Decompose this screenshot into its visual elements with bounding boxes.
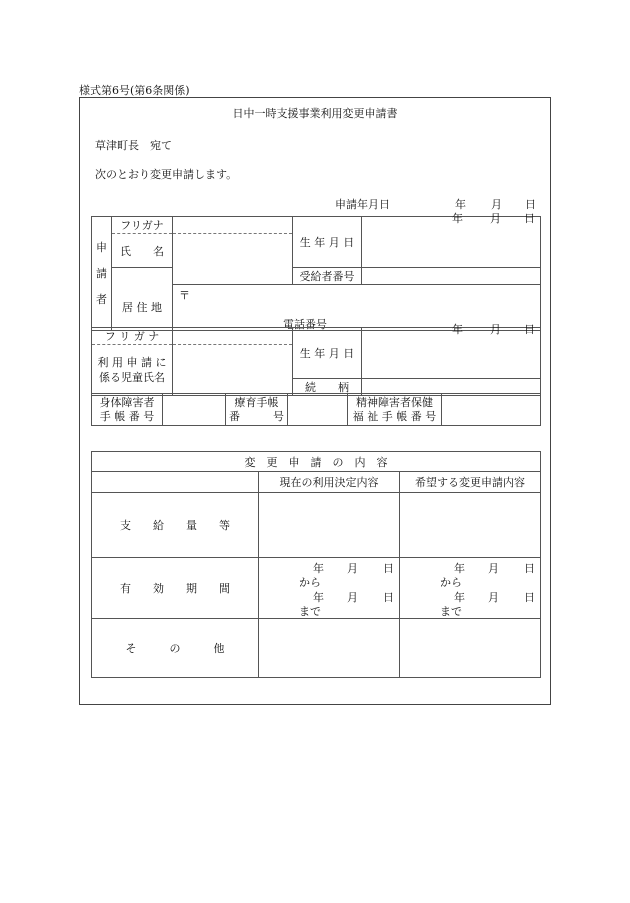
page-title: 日中一時支援事業利用変更申請書 (232, 107, 398, 120)
postal-mark: 〒 (179, 289, 190, 302)
physical-handbook-field[interactable] (163, 394, 226, 426)
applicant-furigana-field[interactable] (173, 217, 293, 234)
row-supply-label: 支 給 量 等 (92, 493, 259, 558)
address-field[interactable] (173, 285, 541, 331)
ryoiku-handbook-label: 療育手帳 番 号 (226, 394, 288, 426)
period-current-field[interactable]: 年 月 日 から 年 月 日 まで (259, 558, 400, 619)
application-date-day: 日 (525, 198, 536, 211)
child-birth-field[interactable]: 年 月 日 (362, 328, 541, 379)
child-name-label: 利 用 申 請 に 係る児童氏名 (92, 345, 173, 396)
period-desired-field[interactable]: 年 月 日 から 年 月 日 まで (400, 558, 541, 619)
mental-handbook-label: 精神障害者保健 福 祉 手 帳 番 号 (348, 394, 442, 426)
recipient-number-field[interactable] (362, 268, 541, 285)
addressee: 草津町長 宛て (95, 139, 172, 152)
other-desired-field[interactable] (400, 619, 541, 678)
phone-label: 電話番号 (283, 318, 327, 331)
child-furigana-label: フ リ ガ ナ (92, 328, 173, 345)
col-desired: 希望する変更申請内容 (400, 472, 541, 493)
applicant-name-field[interactable] (173, 234, 293, 285)
applicant-name-label: 氏 名 (112, 234, 173, 268)
application-date-label: 申請年月日 (335, 198, 390, 211)
applicant-table (91, 212, 541, 331)
other-current-field[interactable] (259, 619, 400, 678)
mental-handbook-field[interactable] (442, 394, 541, 426)
change-heading: 変 更 申 請 の 内 容 (92, 452, 541, 472)
handbook-table (91, 393, 541, 426)
supply-current-field[interactable] (259, 493, 400, 558)
applicant-birth-label: 生 年 月 日 (293, 217, 362, 268)
child-birth-label: 生 年 月 日 (293, 328, 362, 379)
supply-desired-field[interactable] (400, 493, 541, 558)
col-current: 現在の利用決定内容 (259, 472, 400, 493)
ryoiku-handbook-field[interactable] (288, 394, 348, 426)
intro-text: 次のとおり変更申請します。 (95, 168, 238, 181)
applicant-side-label: 申 請 者 (92, 217, 112, 331)
child-furigana-field[interactable] (173, 328, 293, 345)
application-date-year: 年 (455, 198, 466, 211)
physical-handbook-label: 身体障害者 手 帳 番 号 (92, 394, 163, 426)
row-other-label: そ の 他 (92, 619, 259, 678)
child-name-field[interactable] (173, 345, 293, 396)
applicant-birth-field[interactable]: 年 月 日 (362, 217, 541, 268)
recipient-number-label: 受給者番号 (293, 268, 362, 285)
row-period-label: 有 効 期 間 (92, 558, 259, 619)
application-date-month: 月 (491, 198, 502, 211)
applicant-furigana-label: フリガナ (112, 217, 173, 234)
change-table (91, 451, 541, 678)
form-number-label: 様式第6号(第6条関係) (79, 84, 190, 97)
relation-label: 続 柄 (293, 379, 362, 396)
change-header-blank (92, 472, 259, 493)
address-label: 居 住 地 (112, 285, 173, 331)
